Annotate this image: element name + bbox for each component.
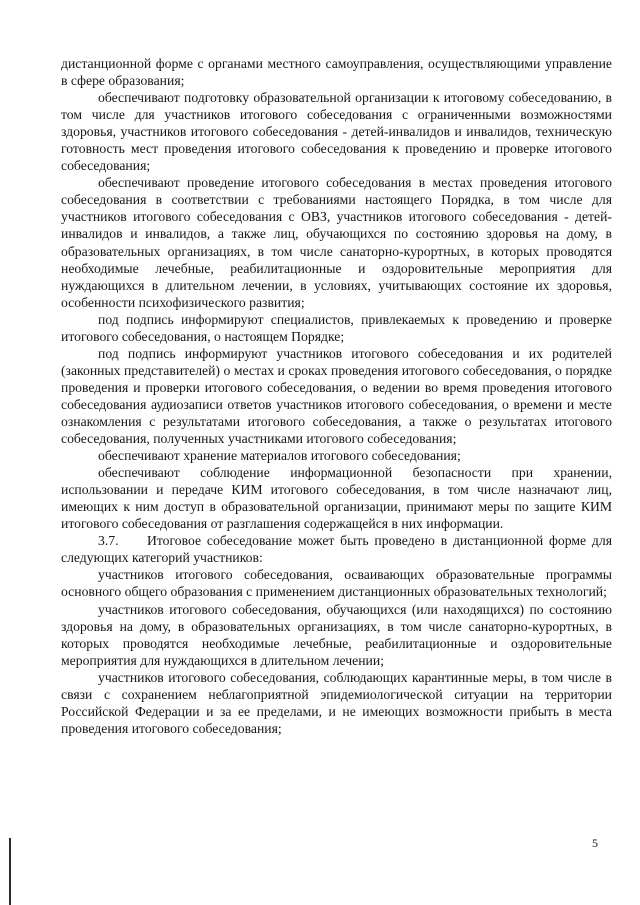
paragraph-inform-specialists: под подпись информируют специалистов, привлекаемых к проведению и проверке итогового собеседования, о настоящем Порядке; xyxy=(61,311,612,344)
clause-3-7 xyxy=(61,532,612,566)
document-body xyxy=(61,55,612,737)
category-quarantine: участников итогового собеседования, соблюдающих карантинные меры, в том числе в связи с сохранением неблагоприятной эпидемиологической ситуации на территории Российской Федерации и за ее пределами, и не имеющих возможности прибыть в места проведения итогового собеседования; xyxy=(61,669,612,736)
category-home-study: участников итогового собеседования, обучающихся (или находящихся) по состоянию здоровья на дому, в образовательных организациях, в том числе санаторно-курортных, в которых проводятся необходимые лечебные, реабилитационные и оздоровительные мероприятия для нуждающихся в длительном лечении; xyxy=(61,601,612,668)
paragraph-storage: обеспечивают хранение материалов итогового собеседования; xyxy=(98,448,461,464)
category-distance-learning: участников итогового собеседования, осваивающих образовательные программы основного общего образования с применением дистанционных образовательных технологий; xyxy=(61,567,612,600)
paragraph-preparation: обеспечивают подготовку образовательной организации к итоговому собеседованию, в том числе для участников итогового собеседования с ограниченными возможностями здоровья, участников итогового собеседования - детей-инвалидов и инвалидов, техническую готовность мест проведения итогового собеседования к проведению и проверке итогового собеседования; xyxy=(61,90,612,174)
clause-number: 3.7. xyxy=(98,533,119,549)
paragraph-inform-participants: под подпись информируют участников итогового собеседования и их родителей (законных представителей) о местах и сроках проведения итогового собеседования, о порядке проведения и проверки итогового собеседования, о ведении во время проведения итогового собеседования аудиозаписи ответов участников итогового собеседования, о времени и месте ознакомления с результатами итогового собеседования, а также о результатах итогового собеседования, полученных участниками итогового собеседования; xyxy=(61,345,612,447)
clause-text: Итоговое собеседование может быть проведено в дистанционной форме для следующих категорий участников: xyxy=(61,533,612,566)
paragraph-conducting: обеспечивают проведение итогового собеседования в местах проведения итогового собеседования в соответствии с требованиями настоящего Порядка, в том числе для участников итогового собеседования с ОВЗ, участников итогового собеседования - детей-инвалидов и инвалидов, а также лиц, обучающихся по состоянию здоровья на дому, в образовательных организациях, в том числе санаторно-курортных, в которых проводятся необходимые лечебные, реабилитационные и оздоровительные мероприятия для нуждающихся в длительном лечении, в условиях, учитывающих состояние их здоровья, особенности психофизического развития; xyxy=(61,175,612,310)
paragraph-continuation: дистанционной форме с органами местного самоуправления, осуществляющими управление в сфере образования; xyxy=(61,56,612,89)
page-number: 5 xyxy=(592,836,598,850)
paragraph-security: обеспечивают соблюдение информационной безопасности при хранении, использовании и передаче КИМ итогового собеседования, в том числе назначают лиц, имеющих к ним доступ в образовательной организации, принимают меры по защите КИМ итогового собеседования от разглашения содержащейся в них информации. xyxy=(61,465,612,532)
scan-edge-mark xyxy=(9,838,11,905)
